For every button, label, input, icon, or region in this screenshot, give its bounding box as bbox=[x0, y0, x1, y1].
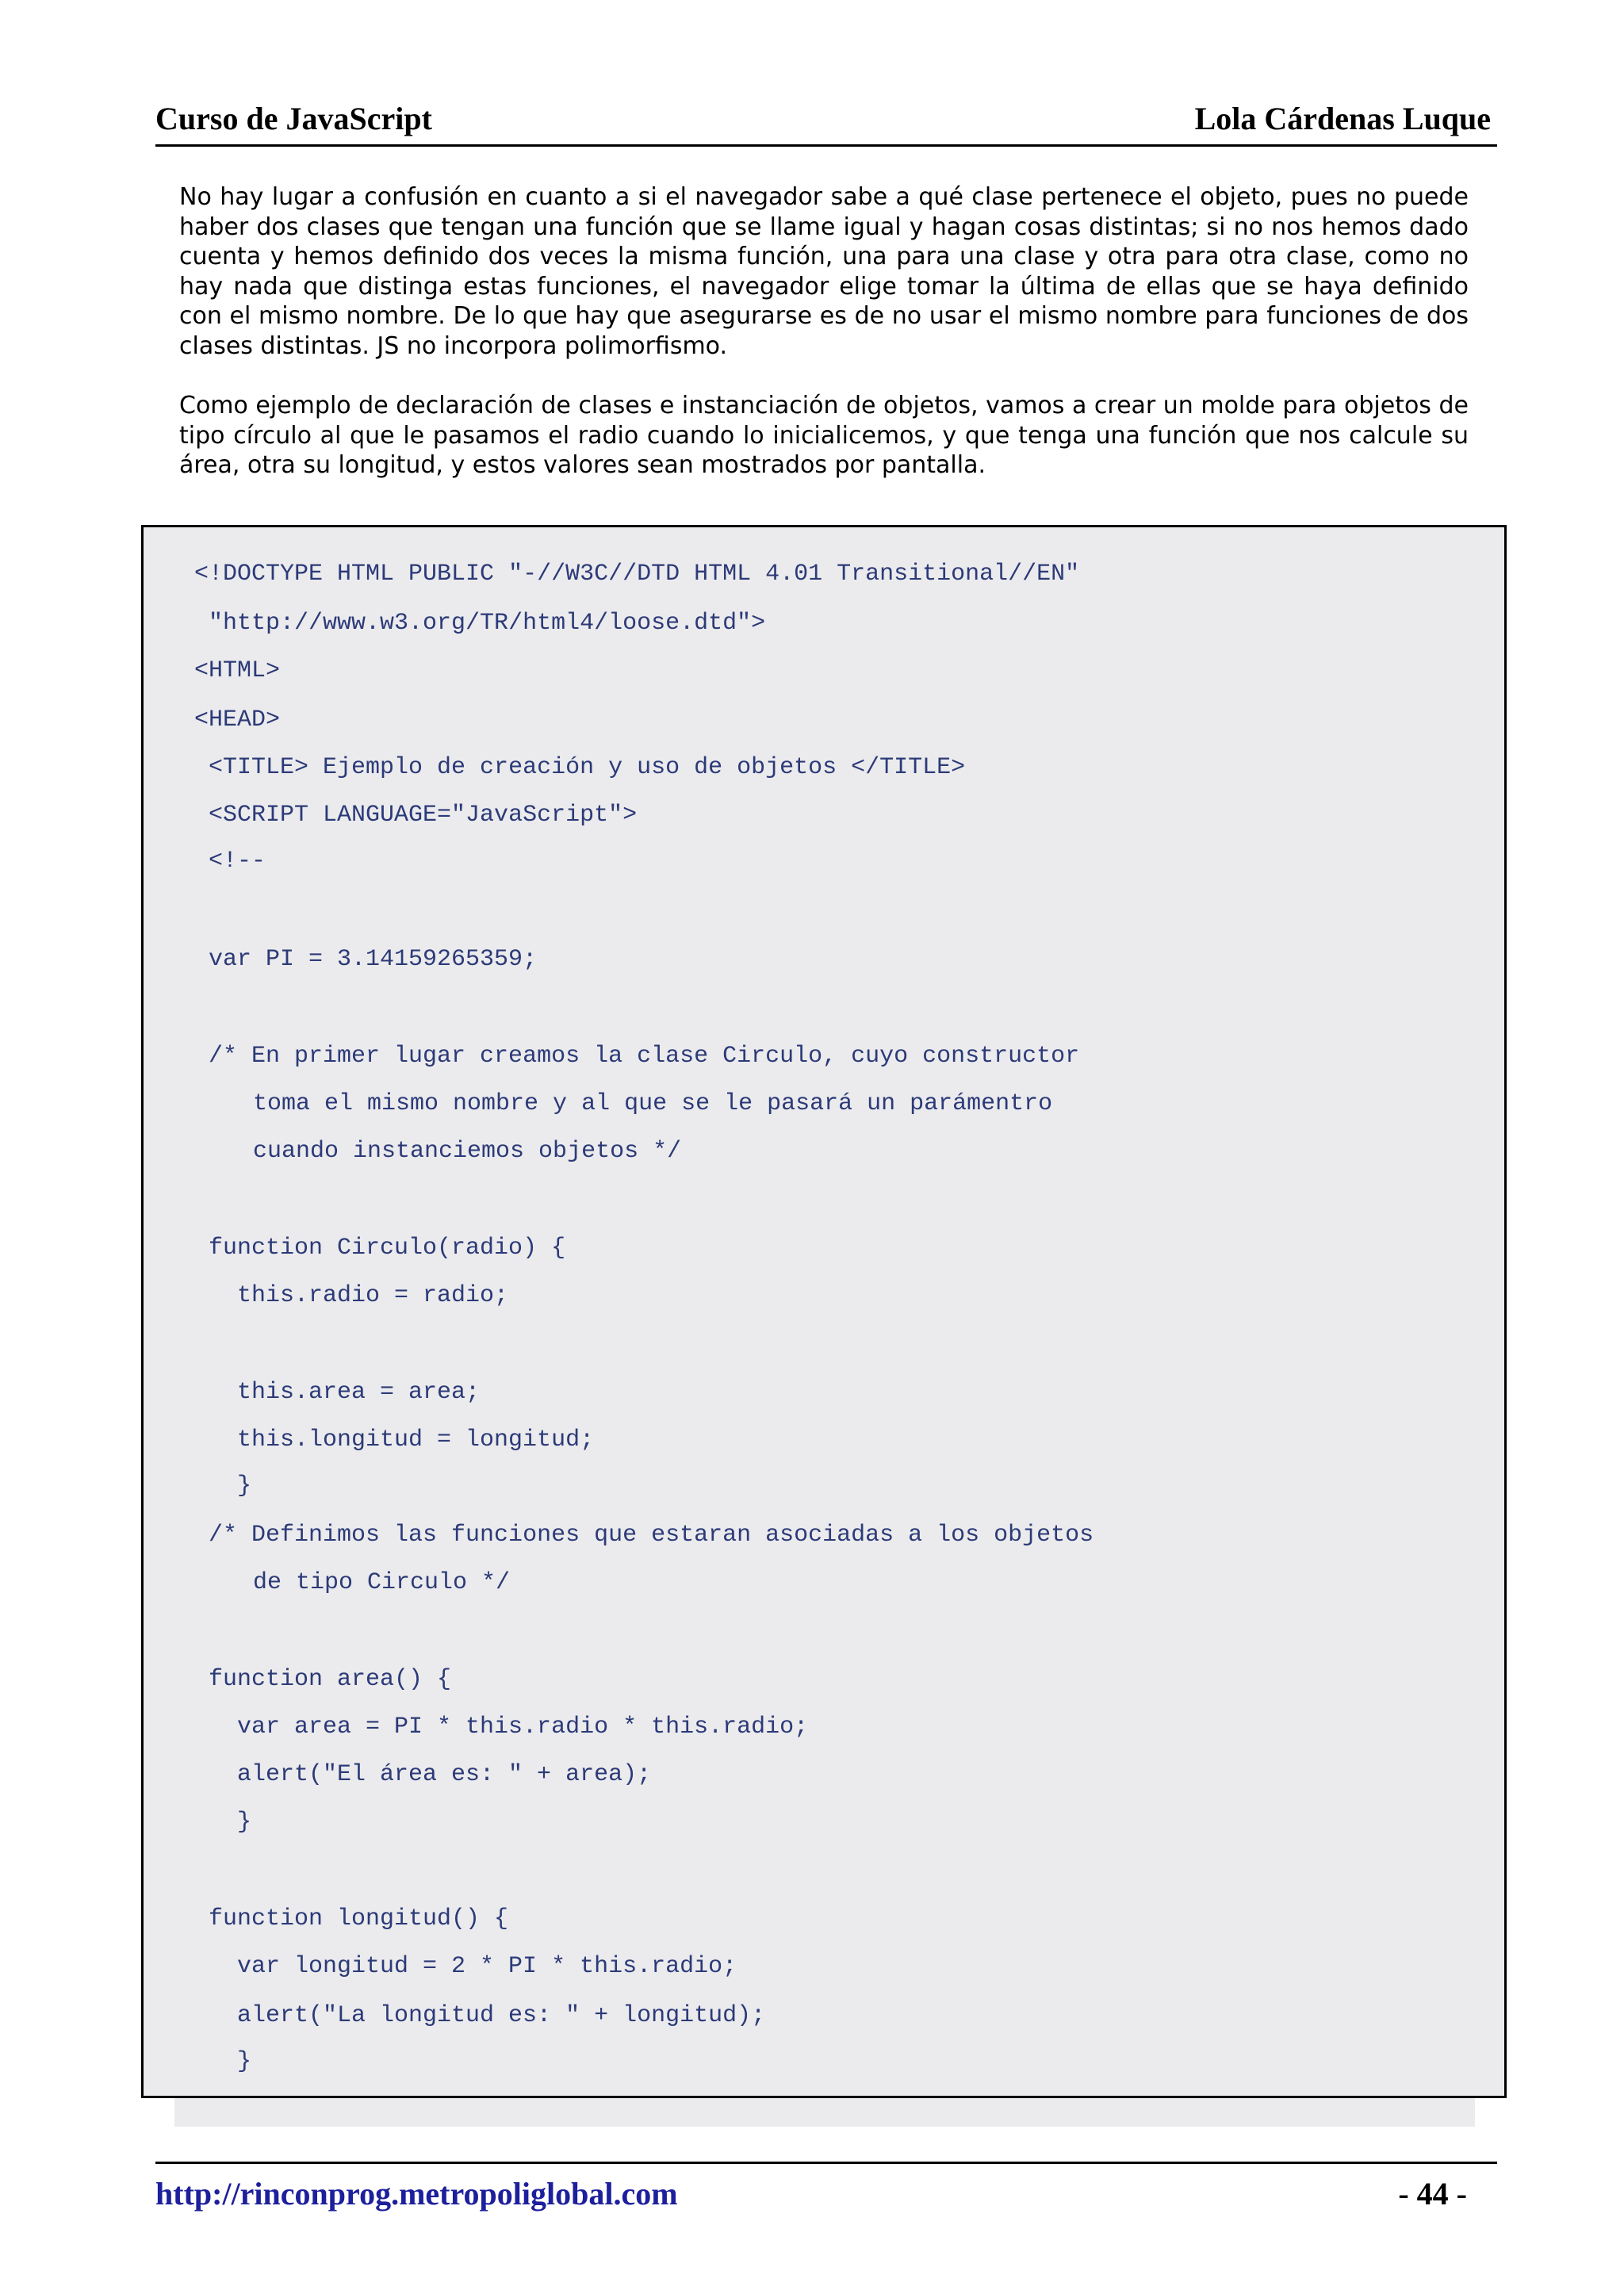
code-line: var longitud = 2 * PI * this.radio; bbox=[237, 1953, 737, 1980]
code-line: <TITLE> Ejemplo de creación y uso de objetos </TITLE> bbox=[194, 754, 966, 781]
code-line: var area = PI * this.radio * this.radio; bbox=[237, 1714, 809, 1741]
code-line: var PI = 3.14159265359; bbox=[209, 946, 538, 973]
code-line: /* Definimos las funciones que estaran asociadas a los objetos bbox=[209, 1522, 1094, 1549]
code-line: <!DOCTYPE HTML PUBLIC "-//W3C//DTD HTML 4.01 Transitional//EN" bbox=[194, 561, 1080, 588]
code-line: <HEAD> bbox=[194, 707, 281, 733]
paragraph: No hay lugar a confusión en cuanto a si el navegador sabe a qué clase pertenece el objeto, pues no puede haber dos clases que tengan una función que se llame igual y hagan cosas distintas; si no nos hemos dado cuenta y hemos definido dos veces la misma función, una para una clase y otra para otra clase, como no hay nada que distinga estas funciones, el navegador elige tomar la última de ellas que se haya definido con el mismo nombre. De lo que hay que asegurarse es de no usar el mismo nombre para funciones de dos clases distintas. JS no incorpora polimorfismo. bbox=[179, 183, 1469, 360]
code-line: this.area = area; bbox=[237, 1379, 481, 1406]
code-line: this.radio = radio; bbox=[237, 1282, 509, 1309]
course-title: Curso de JavaScript bbox=[155, 101, 432, 136]
code-line: } bbox=[237, 1473, 252, 1499]
code-line: alert("La longitud es: " + longitud); bbox=[237, 2002, 766, 2029]
paragraph: Como ejemplo de declaración de clases e instanciación de objetos, vamos a crear un molde para objetos de tipo círculo al que le pasamos el radio cuando lo inicialicemos, y que tenga una función que nos calcule su área, otra su longitud, y estos valores sean mostrados por pantalla. bbox=[179, 392, 1469, 479]
code-line: alert("El área es: " + area); bbox=[237, 1761, 652, 1788]
code-line: cuando instanciemos objetos */ bbox=[253, 1138, 682, 1165]
code-line: toma el mismo nombre y al que se le pasará un parámentro bbox=[253, 1090, 1053, 1117]
code-line: de tipo Circulo */ bbox=[253, 1569, 511, 1596]
code-line: function area() { bbox=[209, 1666, 452, 1693]
code-box-shadow bbox=[174, 2098, 1475, 2127]
page-footer bbox=[155, 2162, 1497, 2215]
code-line: <!-- bbox=[194, 848, 266, 875]
author-name: Lola Cárdenas Luque bbox=[1194, 101, 1491, 136]
code-line: this.longitud = longitud; bbox=[237, 1427, 595, 1453]
page-number: - 44 - bbox=[1398, 2176, 1467, 2212]
intro-text bbox=[179, 182, 1469, 511]
code-line: function Circulo(radio) { bbox=[209, 1235, 566, 1262]
code-line: } bbox=[237, 1809, 252, 1836]
code-line: "http://www.w3.org/TR/html4/loose.dtd"> bbox=[194, 610, 766, 637]
code-line: /* En primer lugar creamos la clase Circulo, cuyo constructor bbox=[209, 1043, 1080, 1070]
site-url-link[interactable]: http://rinconprog.metropoliglobal.com bbox=[155, 2176, 678, 2212]
page-header bbox=[155, 94, 1497, 147]
code-line: } bbox=[237, 2048, 252, 2075]
code-listing bbox=[141, 525, 1507, 2098]
code-line: <SCRIPT LANGUAGE="JavaScript"> bbox=[194, 802, 638, 829]
code-line: function longitud() { bbox=[209, 1905, 509, 1932]
code-line: <HTML> bbox=[194, 657, 281, 684]
